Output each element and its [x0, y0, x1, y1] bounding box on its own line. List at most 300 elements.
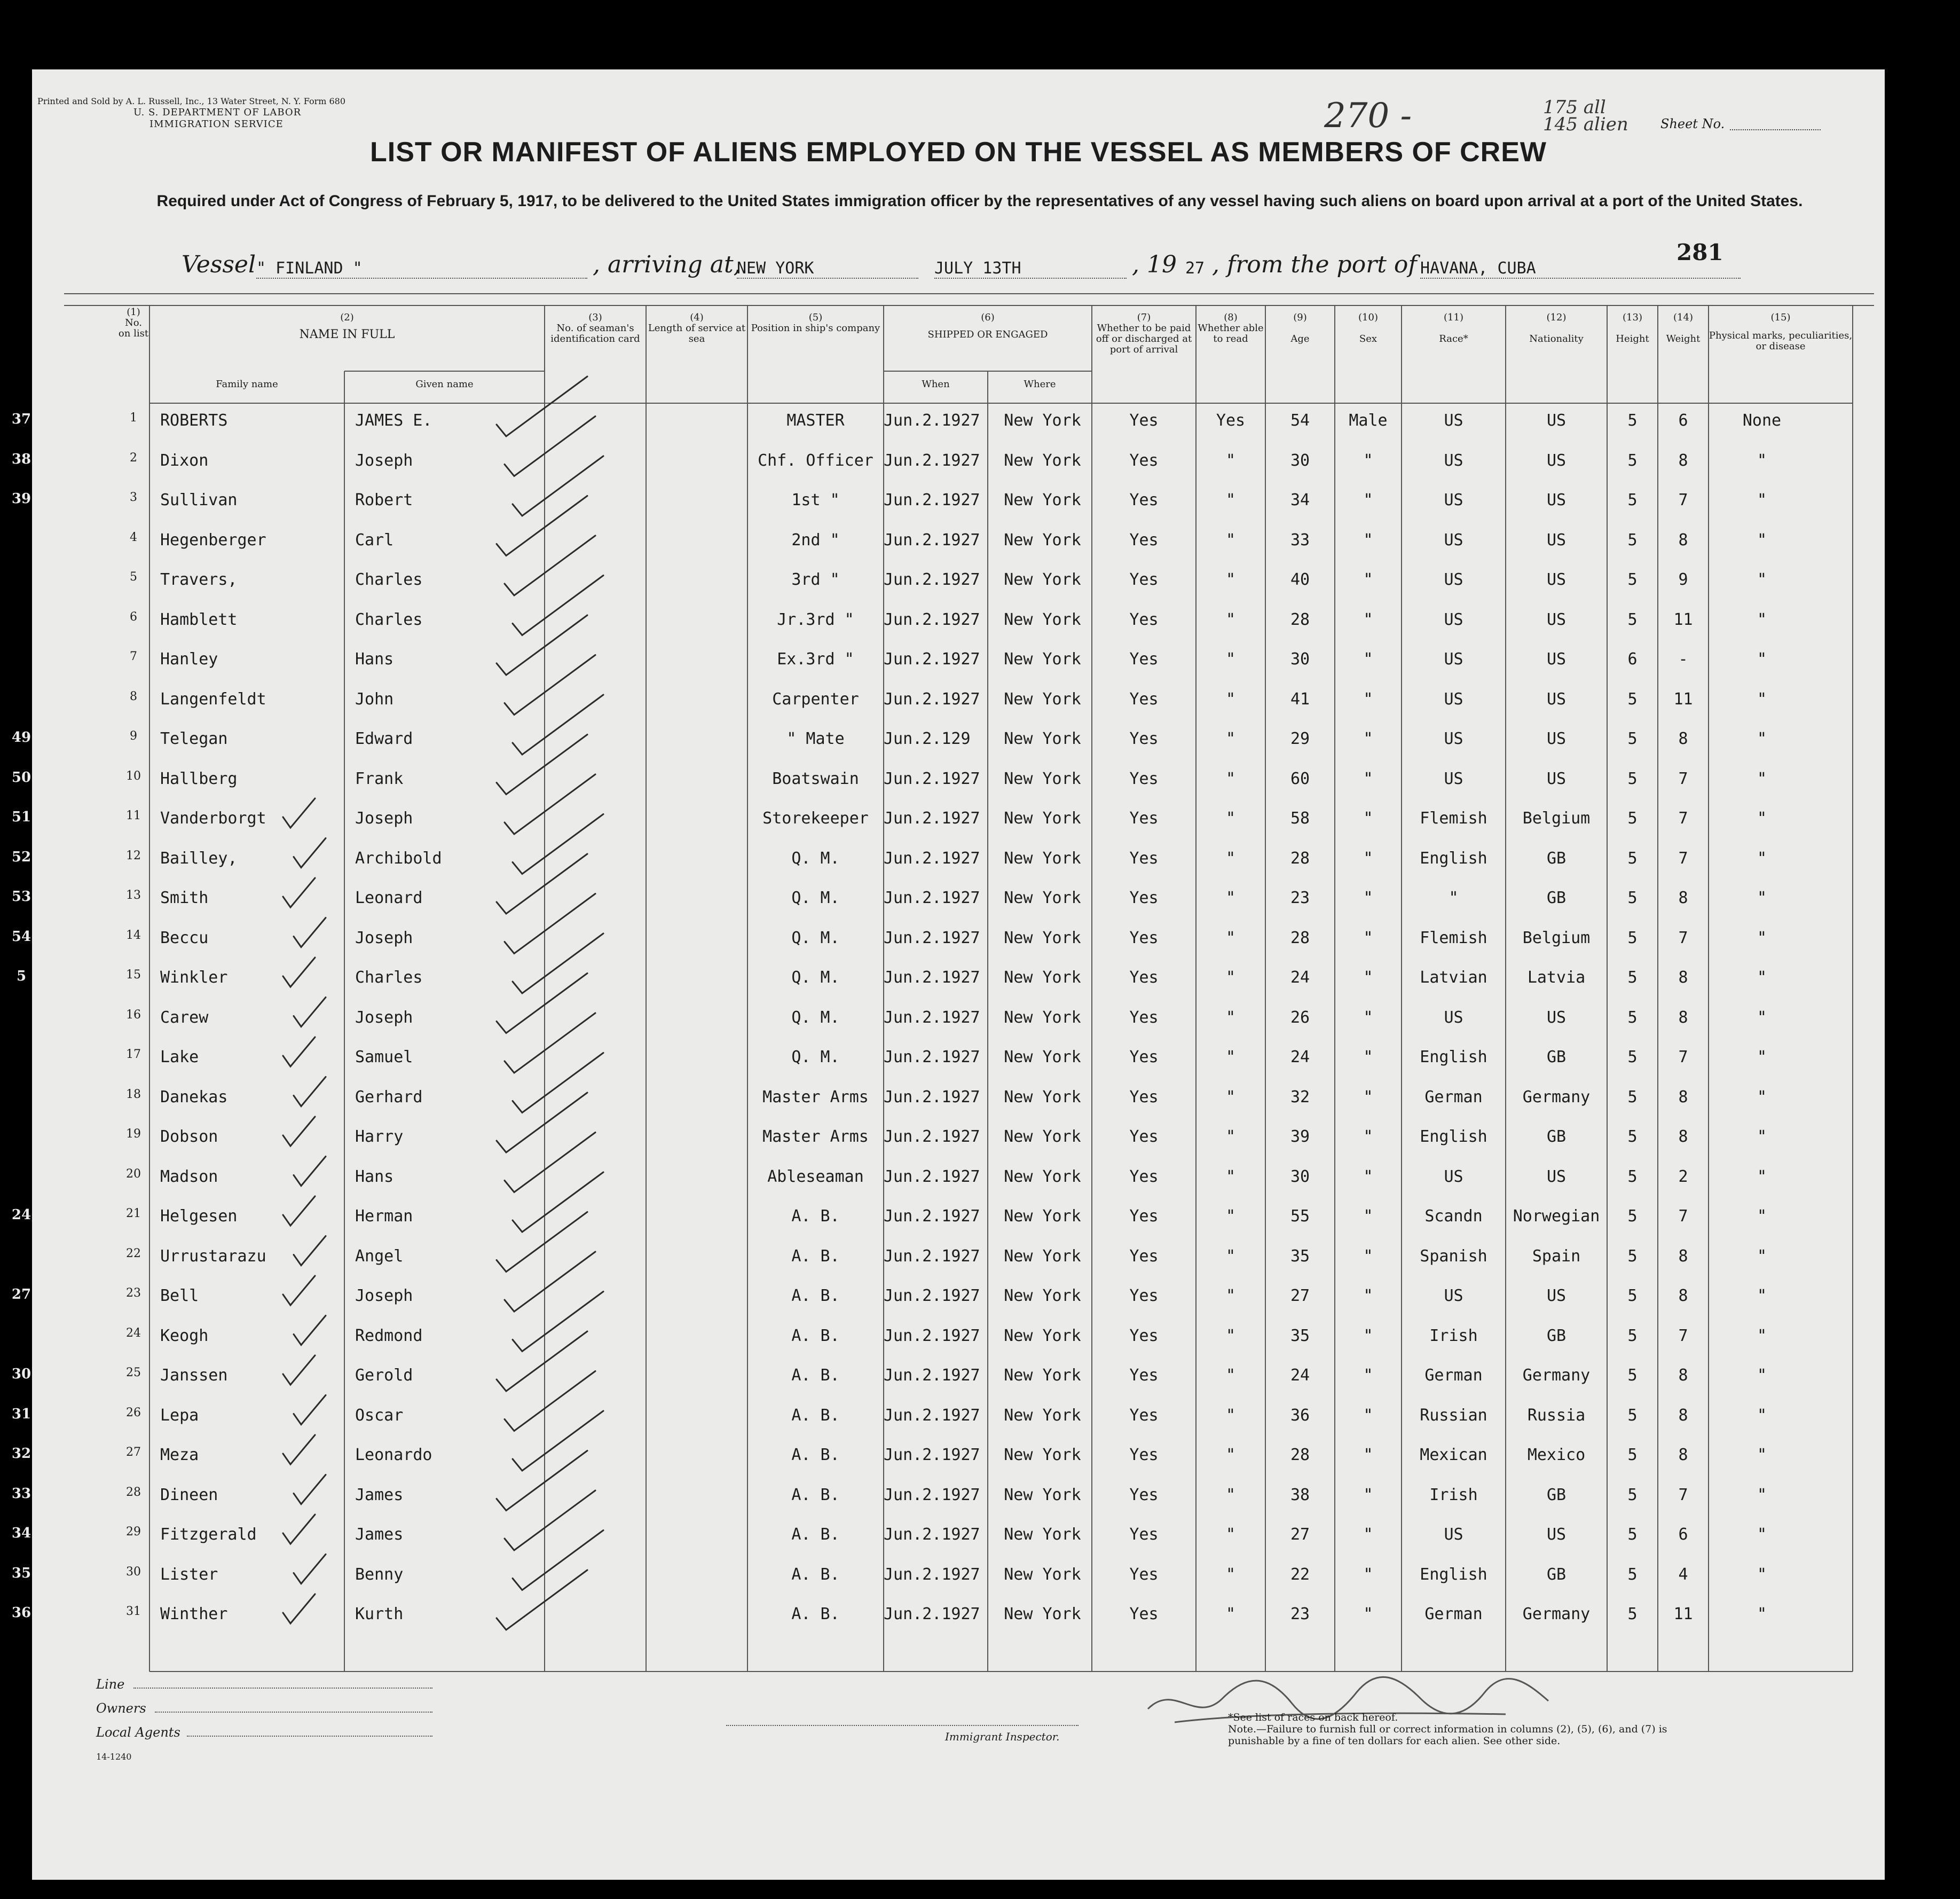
- cell-family-name: Winther: [160, 1605, 228, 1623]
- cell-shipped-when: Jun.2.1927: [884, 1605, 980, 1623]
- cell-family-name: Hamblett: [160, 610, 238, 629]
- cell-paid-off: Yes: [1129, 1525, 1159, 1544]
- cell-weight: 8: [1678, 729, 1688, 748]
- cell-shipped-when: Jun.2.1927: [884, 928, 980, 947]
- cell-physical-marks: ": [1757, 451, 1767, 470]
- cell-paid-off: Yes: [1129, 1605, 1159, 1623]
- cell-race: US: [1444, 769, 1463, 788]
- cell-shipped-where: New York: [1004, 570, 1081, 589]
- cell-height: 5: [1627, 1446, 1638, 1464]
- cell-able-to-read: ": [1225, 570, 1236, 589]
- cell-paid-off: Yes: [1129, 769, 1159, 788]
- cell-race: US: [1444, 451, 1463, 470]
- cell-given-name: Joseph: [355, 809, 413, 828]
- cell-nationality: US: [1546, 530, 1567, 550]
- cell-shipped-where: New York: [1004, 1366, 1081, 1385]
- header-paid-off: (7) Whether to be paid off or discharged at port of arrival: [1096, 312, 1192, 355]
- cell-able-to-read: ": [1225, 1008, 1236, 1027]
- cell-race: German: [1424, 1605, 1483, 1623]
- inspector-signature-line: [726, 1725, 1079, 1726]
- cell-given-name: Gerold: [355, 1366, 413, 1385]
- cell-family-name: Winkler: [160, 968, 228, 987]
- cell-given-name: James: [355, 1485, 404, 1504]
- cell-height: 5: [1627, 809, 1638, 828]
- cell-physical-marks: ": [1757, 928, 1767, 947]
- cell-list-number: 5: [130, 570, 137, 584]
- cell-given-name: Hans: [355, 650, 394, 669]
- cell-given-name: Leonardo: [355, 1446, 432, 1464]
- cell-weight: 8: [1678, 1127, 1688, 1146]
- cell-family-name: Bell: [160, 1286, 199, 1305]
- cell-margin-number: 53: [11, 889, 32, 905]
- cell-nationality: GB: [1546, 889, 1567, 907]
- header-sex: (10) Sex: [1358, 312, 1378, 344]
- cell-shipped-where: New York: [1004, 451, 1081, 470]
- cell-given-name: Joseph: [355, 928, 413, 947]
- cell-paid-off: Yes: [1129, 1167, 1159, 1186]
- cell-shipped-where: New York: [1004, 610, 1081, 629]
- cell-weight: 9: [1678, 570, 1688, 589]
- cell-able-to-read: ": [1225, 1565, 1236, 1584]
- cell-given-name: Carl: [355, 530, 394, 550]
- cell-height: 5: [1627, 1525, 1638, 1544]
- cell-given-name: Joseph: [355, 1286, 413, 1305]
- cell-paid-off: Yes: [1129, 968, 1159, 987]
- cell-age: 32: [1290, 1087, 1310, 1107]
- cell-age: 40: [1290, 570, 1310, 589]
- cell-height: 5: [1627, 1048, 1638, 1066]
- cell-able-to-read: ": [1225, 451, 1236, 470]
- cell-given-name: Oscar: [355, 1406, 404, 1425]
- cell-sex: ": [1363, 1246, 1373, 1266]
- cell-given-name: Hans: [355, 1167, 394, 1186]
- cell-sex: ": [1363, 729, 1373, 748]
- cell-physical-marks: ": [1757, 1406, 1767, 1425]
- cell-physical-marks: None: [1742, 411, 1782, 430]
- cell-paid-off: Yes: [1129, 889, 1159, 907]
- cell-age: 24: [1290, 968, 1310, 987]
- cell-physical-marks: ": [1757, 1167, 1767, 1186]
- handwritten-note: 175 all 145 alien: [1543, 97, 1628, 135]
- cell-able-to-read: ": [1225, 1207, 1236, 1226]
- cell-height: 5: [1627, 769, 1638, 788]
- cell-list-number: 9: [130, 729, 137, 743]
- cell-physical-marks: ": [1757, 1246, 1767, 1266]
- cell-position: A. B.: [791, 1565, 840, 1584]
- cell-weight: 11: [1673, 689, 1693, 709]
- cell-shipped-when: Jun.2.1927: [884, 968, 980, 987]
- cell-margin-number: 37: [11, 411, 32, 427]
- cell-weight: 8: [1678, 1366, 1688, 1385]
- cell-paid-off: Yes: [1129, 1127, 1159, 1146]
- cell-paid-off: Yes: [1129, 1048, 1159, 1066]
- cell-shipped-when: Jun.2.1927: [884, 1366, 980, 1385]
- cell-paid-off: Yes: [1129, 570, 1159, 589]
- cell-shipped-when: Jun.2.1927: [884, 1087, 980, 1107]
- cell-sex: ": [1363, 849, 1373, 868]
- cell-shipped-when: Jun.2.1927: [884, 1048, 980, 1066]
- header-family-name: Family name: [216, 379, 278, 390]
- cell-able-to-read: ": [1225, 849, 1236, 868]
- cell-shipped-where: New York: [1004, 1207, 1081, 1226]
- cell-weight: 7: [1678, 1048, 1688, 1066]
- cell-nationality: Germany: [1522, 1605, 1591, 1623]
- cell-shipped-when: Jun.2.1927: [884, 1286, 980, 1305]
- cell-list-number: 19: [126, 1127, 141, 1141]
- cell-weight: 11: [1673, 1605, 1693, 1623]
- cell-nationality: Norwegian: [1513, 1207, 1600, 1226]
- cell-position: A. B.: [791, 1366, 840, 1385]
- cell-position: A. B.: [791, 1406, 840, 1425]
- cell-shipped-where: New York: [1004, 1565, 1081, 1584]
- header-when: When: [922, 379, 950, 390]
- cell-physical-marks: ": [1757, 1207, 1767, 1226]
- cell-shipped-where: New York: [1004, 1048, 1081, 1066]
- footer-owners-label: Owners: [96, 1701, 146, 1716]
- cell-physical-marks: ": [1757, 729, 1767, 748]
- manifest-sheet: [11, 69, 1885, 1880]
- cell-physical-marks: ": [1757, 889, 1767, 907]
- cell-able-to-read: ": [1225, 729, 1236, 748]
- footer-line-label: Line: [96, 1677, 125, 1692]
- inspector-label: Immigrant Inspector.: [945, 1730, 1060, 1743]
- cell-position: A. B.: [791, 1326, 840, 1345]
- cell-family-name: Urrustarazu: [160, 1246, 266, 1266]
- cell-margin-number: 54: [11, 928, 32, 945]
- cell-sex: ": [1363, 1048, 1373, 1066]
- cell-able-to-read: ": [1225, 1087, 1236, 1107]
- cell-physical-marks: ": [1757, 610, 1767, 629]
- cell-position: Q. M.: [791, 849, 840, 868]
- cell-family-name: Lake: [160, 1048, 199, 1066]
- cell-margin-number: 38: [11, 451, 32, 467]
- cell-shipped-where: New York: [1004, 1525, 1081, 1544]
- cell-given-name: Charles: [355, 968, 423, 987]
- cell-position: 2nd ": [791, 530, 840, 550]
- cell-list-number: 16: [126, 1008, 141, 1022]
- cell-paid-off: Yes: [1129, 729, 1159, 748]
- cell-physical-marks: ": [1757, 1605, 1767, 1623]
- cell-family-name: Travers,: [160, 570, 238, 589]
- cell-height: 5: [1627, 1127, 1638, 1146]
- cell-sex: ": [1363, 689, 1373, 709]
- cell-margin-number: 36: [11, 1605, 32, 1621]
- cell-given-name: Harry: [355, 1127, 404, 1146]
- cell-nationality: Mexico: [1527, 1446, 1586, 1464]
- cell-position: A. B.: [791, 1485, 840, 1504]
- cell-paid-off: Yes: [1129, 1565, 1159, 1584]
- cell-list-number: 24: [126, 1326, 141, 1340]
- cell-height: 5: [1627, 1286, 1638, 1305]
- cell-physical-marks: ": [1757, 1525, 1767, 1544]
- cell-nationality: GB: [1546, 1048, 1567, 1066]
- cell-weight: 8: [1678, 1446, 1688, 1464]
- cell-margin-number: 49: [11, 729, 32, 746]
- cell-physical-marks: ": [1757, 1286, 1767, 1305]
- cell-margin-number: 24: [11, 1207, 32, 1223]
- cell-position: Chf. Officer: [758, 451, 873, 470]
- cell-physical-marks: ": [1757, 650, 1767, 669]
- cell-position: A. B.: [791, 1525, 840, 1544]
- cell-race: US: [1444, 689, 1463, 709]
- cell-list-number: 28: [126, 1485, 141, 1499]
- cell-paid-off: Yes: [1129, 1326, 1159, 1345]
- cell-race: Flemish: [1420, 809, 1487, 828]
- cell-able-to-read: ": [1225, 1446, 1236, 1464]
- cell-height: 5: [1627, 1605, 1638, 1623]
- cell-able-to-read: ": [1225, 1286, 1236, 1305]
- cell-physical-marks: ": [1757, 1446, 1767, 1464]
- cell-nationality: US: [1546, 411, 1567, 430]
- cell-given-name: Charles: [355, 570, 423, 589]
- cell-family-name: Meza: [160, 1446, 199, 1464]
- cell-nationality: Belgium: [1522, 928, 1591, 947]
- from-port: HAVANA, CUBA: [1420, 259, 1741, 279]
- cell-race: German: [1424, 1087, 1483, 1107]
- cell-nationality: US: [1546, 650, 1567, 669]
- cell-position: Master Arms: [762, 1087, 869, 1107]
- cell-nationality: Russia: [1527, 1406, 1586, 1425]
- cell-race: Irish: [1429, 1485, 1478, 1504]
- cell-age: 24: [1290, 1048, 1310, 1066]
- cell-able-to-read: ": [1225, 1605, 1236, 1623]
- cell-margin-number: 31: [11, 1406, 32, 1422]
- document-subtitle: Required under Act of Congress of February 5, 1917, to be delivered to the United States immigration officer by the representatives of any vessel having such aliens on board upon arrival at a port of the United States.: [156, 192, 1803, 210]
- cell-given-name: Charles: [355, 610, 423, 629]
- cell-height: 5: [1627, 411, 1638, 430]
- header-position: (5) Position in ship's company: [751, 312, 880, 334]
- cell-shipped-where: New York: [1004, 928, 1081, 947]
- cell-shipped-where: New York: [1004, 530, 1081, 550]
- cell-family-name: Telegan: [160, 729, 228, 748]
- cell-list-number: 2: [130, 451, 137, 465]
- cell-shipped-when: Jun.2.129: [884, 729, 971, 748]
- cell-nationality: US: [1546, 769, 1567, 788]
- cell-margin-number: 33: [11, 1485, 32, 1502]
- cell-shipped-when: Jun.2.1927: [884, 1008, 980, 1027]
- cell-position: MASTER: [786, 411, 845, 430]
- cell-able-to-read: ": [1225, 1485, 1236, 1504]
- cell-shipped-when: Jun.2.1927: [884, 491, 980, 509]
- cell-weight: 8: [1678, 1008, 1688, 1027]
- cell-family-name: ROBERTS: [160, 411, 228, 430]
- cell-list-number: 25: [126, 1366, 141, 1379]
- cell-height: 5: [1627, 610, 1638, 629]
- cell-position: Carpenter: [772, 689, 859, 709]
- cell-margin-number: 5: [16, 968, 27, 984]
- cell-weight: 8: [1678, 1286, 1688, 1305]
- cell-able-to-read: ": [1225, 769, 1236, 788]
- department-header: U. S. DEPARTMENT OF LABOR IMMIGRATION SERVICE: [133, 107, 302, 130]
- cell-position: A. B.: [791, 1286, 840, 1305]
- cell-nationality: GB: [1546, 1565, 1567, 1584]
- cell-sex: ": [1363, 1286, 1373, 1305]
- cell-able-to-read: ": [1225, 491, 1236, 509]
- cell-given-name: Redmond: [355, 1326, 423, 1345]
- cell-age: 27: [1290, 1286, 1310, 1305]
- cell-shipped-when: Jun.2.1927: [884, 1446, 980, 1464]
- cell-height: 5: [1627, 1087, 1638, 1107]
- cell-sex: ": [1363, 1565, 1373, 1584]
- cell-nationality: US: [1546, 1286, 1567, 1305]
- cell-able-to-read: ": [1225, 610, 1236, 629]
- cell-shipped-when: Jun.2.1927: [884, 1127, 980, 1146]
- cell-sex: ": [1363, 1446, 1373, 1464]
- cell-shipped-where: New York: [1004, 1406, 1081, 1425]
- cell-age: 58: [1290, 809, 1310, 828]
- cell-age: 28: [1290, 928, 1310, 947]
- cell-height: 5: [1627, 889, 1638, 907]
- cell-age: 30: [1290, 650, 1310, 669]
- header-service-length: (4) Length of service at sea: [648, 312, 746, 344]
- cell-weight: -: [1678, 650, 1688, 669]
- cell-given-name: Angel: [355, 1246, 404, 1266]
- cell-shipped-where: New York: [1004, 650, 1081, 669]
- cell-shipped-when: Jun.2.1927: [884, 1565, 980, 1584]
- cell-physical-marks: ": [1757, 809, 1767, 828]
- cell-height: 6: [1627, 650, 1638, 669]
- cell-race: English: [1420, 1565, 1487, 1584]
- cell-height: 5: [1627, 1406, 1638, 1425]
- cell-shipped-where: New York: [1004, 809, 1081, 828]
- cell-paid-off: Yes: [1129, 530, 1159, 550]
- cell-physical-marks: ": [1757, 1087, 1767, 1107]
- cell-family-name: Janssen: [160, 1366, 228, 1385]
- cell-race: US: [1444, 650, 1463, 669]
- cell-age: 39: [1290, 1127, 1310, 1146]
- cell-margin-number: 30: [11, 1366, 32, 1382]
- cell-position: Boatswain: [772, 769, 859, 788]
- cell-paid-off: Yes: [1129, 1008, 1159, 1027]
- cell-shipped-when: Jun.2.1927: [884, 1326, 980, 1345]
- arriving-port: NEW YORK: [737, 259, 918, 279]
- cell-weight: 8: [1678, 889, 1688, 907]
- cell-physical-marks: ": [1757, 491, 1767, 509]
- cell-nationality: Spain: [1532, 1246, 1581, 1266]
- cell-height: 5: [1627, 1167, 1638, 1186]
- cell-age: 54: [1290, 411, 1310, 430]
- cell-age: 26: [1290, 1008, 1310, 1027]
- cell-paid-off: Yes: [1129, 1406, 1159, 1425]
- cell-sex: ": [1363, 1525, 1373, 1544]
- cell-race: Latvian: [1420, 968, 1487, 987]
- cell-height: 5: [1627, 729, 1638, 748]
- cell-list-number: 18: [126, 1087, 141, 1101]
- header-able-to-read: (8) Whether able to read: [1198, 312, 1264, 344]
- cell-weight: 2: [1678, 1167, 1688, 1186]
- footer-line-field: [133, 1688, 432, 1689]
- cell-given-name: Gerhard: [355, 1087, 423, 1107]
- cell-nationality: US: [1546, 451, 1567, 470]
- cell-shipped-when: Jun.2.1927: [884, 411, 980, 430]
- cell-age: 23: [1290, 1605, 1310, 1623]
- cell-able-to-read: ": [1225, 1127, 1236, 1146]
- cell-family-name: Hanley: [160, 650, 218, 669]
- cell-paid-off: Yes: [1129, 1087, 1159, 1107]
- cell-margin-number: 35: [11, 1565, 32, 1581]
- cell-physical-marks: ": [1757, 1565, 1767, 1584]
- cell-weight: 6: [1678, 411, 1688, 430]
- cell-shipped-where: New York: [1004, 968, 1081, 987]
- cell-weight: 8: [1678, 530, 1688, 550]
- cell-physical-marks: ": [1757, 1485, 1767, 1504]
- cell-age: 30: [1290, 1167, 1310, 1186]
- cell-weight: 4: [1678, 1565, 1688, 1584]
- footer-note: *See list of races on back hereof. Note.—Failure to furnish full or correct information in columns (2), (5), (6), and (7) is punishable by a fine of ten dollars for each alien. See other side.: [1228, 1712, 1667, 1747]
- cell-shipped-when: Jun.2.1927: [884, 1485, 980, 1504]
- cell-height: 5: [1627, 1326, 1638, 1345]
- cell-paid-off: Yes: [1129, 1485, 1159, 1504]
- cell-list-number: 4: [130, 530, 137, 544]
- cell-nationality: Germany: [1522, 1087, 1591, 1107]
- cell-list-number: 1: [130, 411, 137, 425]
- cell-sex: ": [1363, 1605, 1373, 1623]
- cell-able-to-read: ": [1225, 889, 1236, 907]
- cell-age: 29: [1290, 729, 1310, 748]
- cell-nationality: GB: [1546, 849, 1567, 868]
- cell-race: US: [1444, 729, 1463, 748]
- cell-shipped-when: Jun.2.1927: [884, 809, 980, 828]
- cell-paid-off: Yes: [1129, 1246, 1159, 1266]
- cell-nationality: US: [1546, 729, 1567, 748]
- cell-nationality: Belgium: [1522, 809, 1591, 828]
- cell-age: 30: [1290, 451, 1310, 470]
- cell-shipped-when: Jun.2.1927: [884, 1525, 980, 1544]
- cell-position: Master Arms: [762, 1127, 869, 1146]
- cell-race: US: [1444, 1525, 1463, 1544]
- cell-height: 5: [1627, 1366, 1638, 1385]
- cell-sex: ": [1363, 530, 1373, 550]
- cell-age: 55: [1290, 1207, 1310, 1226]
- cell-family-name: Dobson: [160, 1127, 218, 1146]
- cell-physical-marks: ": [1757, 769, 1767, 788]
- header-list-number: (1) No. on list: [118, 307, 149, 339]
- cell-family-name: Helgesen: [160, 1207, 238, 1226]
- cell-age: 41: [1290, 689, 1310, 709]
- cell-shipped-where: New York: [1004, 1446, 1081, 1464]
- page-number: 281: [1676, 239, 1723, 265]
- cell-physical-marks: ": [1757, 849, 1767, 868]
- cell-height: 5: [1627, 849, 1638, 868]
- cell-family-name: Carew: [160, 1008, 209, 1027]
- arriving-label: , arriving at,: [593, 251, 741, 278]
- cell-race: US: [1444, 491, 1463, 509]
- cell-shipped-where: New York: [1004, 1326, 1081, 1345]
- cell-age: 34: [1290, 491, 1310, 509]
- cell-position: A. B.: [791, 1246, 840, 1266]
- cell-shipped-when: Jun.2.1927: [884, 530, 980, 550]
- cell-sex: ": [1363, 1485, 1373, 1504]
- cell-age: 35: [1290, 1246, 1310, 1266]
- header-name: (2) NAME IN FULL: [299, 312, 395, 341]
- cell-paid-off: Yes: [1129, 1446, 1159, 1464]
- cell-paid-off: Yes: [1129, 1286, 1159, 1305]
- from-label: , from the port of: [1212, 251, 1417, 278]
- cell-able-to-read: ": [1225, 689, 1236, 709]
- cell-shipped-where: New York: [1004, 1127, 1081, 1146]
- cell-shipped-where: New York: [1004, 1087, 1081, 1107]
- cell-weight: 7: [1678, 809, 1688, 828]
- cell-age: 24: [1290, 1366, 1310, 1385]
- cell-nationality: US: [1546, 491, 1567, 509]
- cell-list-number: 3: [130, 491, 137, 504]
- cell-shipped-when: Jun.2.1927: [884, 1246, 980, 1266]
- cell-shipped-where: New York: [1004, 491, 1081, 509]
- cell-age: 28: [1290, 849, 1310, 868]
- cell-position: " Mate: [786, 729, 845, 748]
- cell-able-to-read: Yes: [1216, 411, 1246, 430]
- cell-position: 3rd ": [791, 570, 840, 589]
